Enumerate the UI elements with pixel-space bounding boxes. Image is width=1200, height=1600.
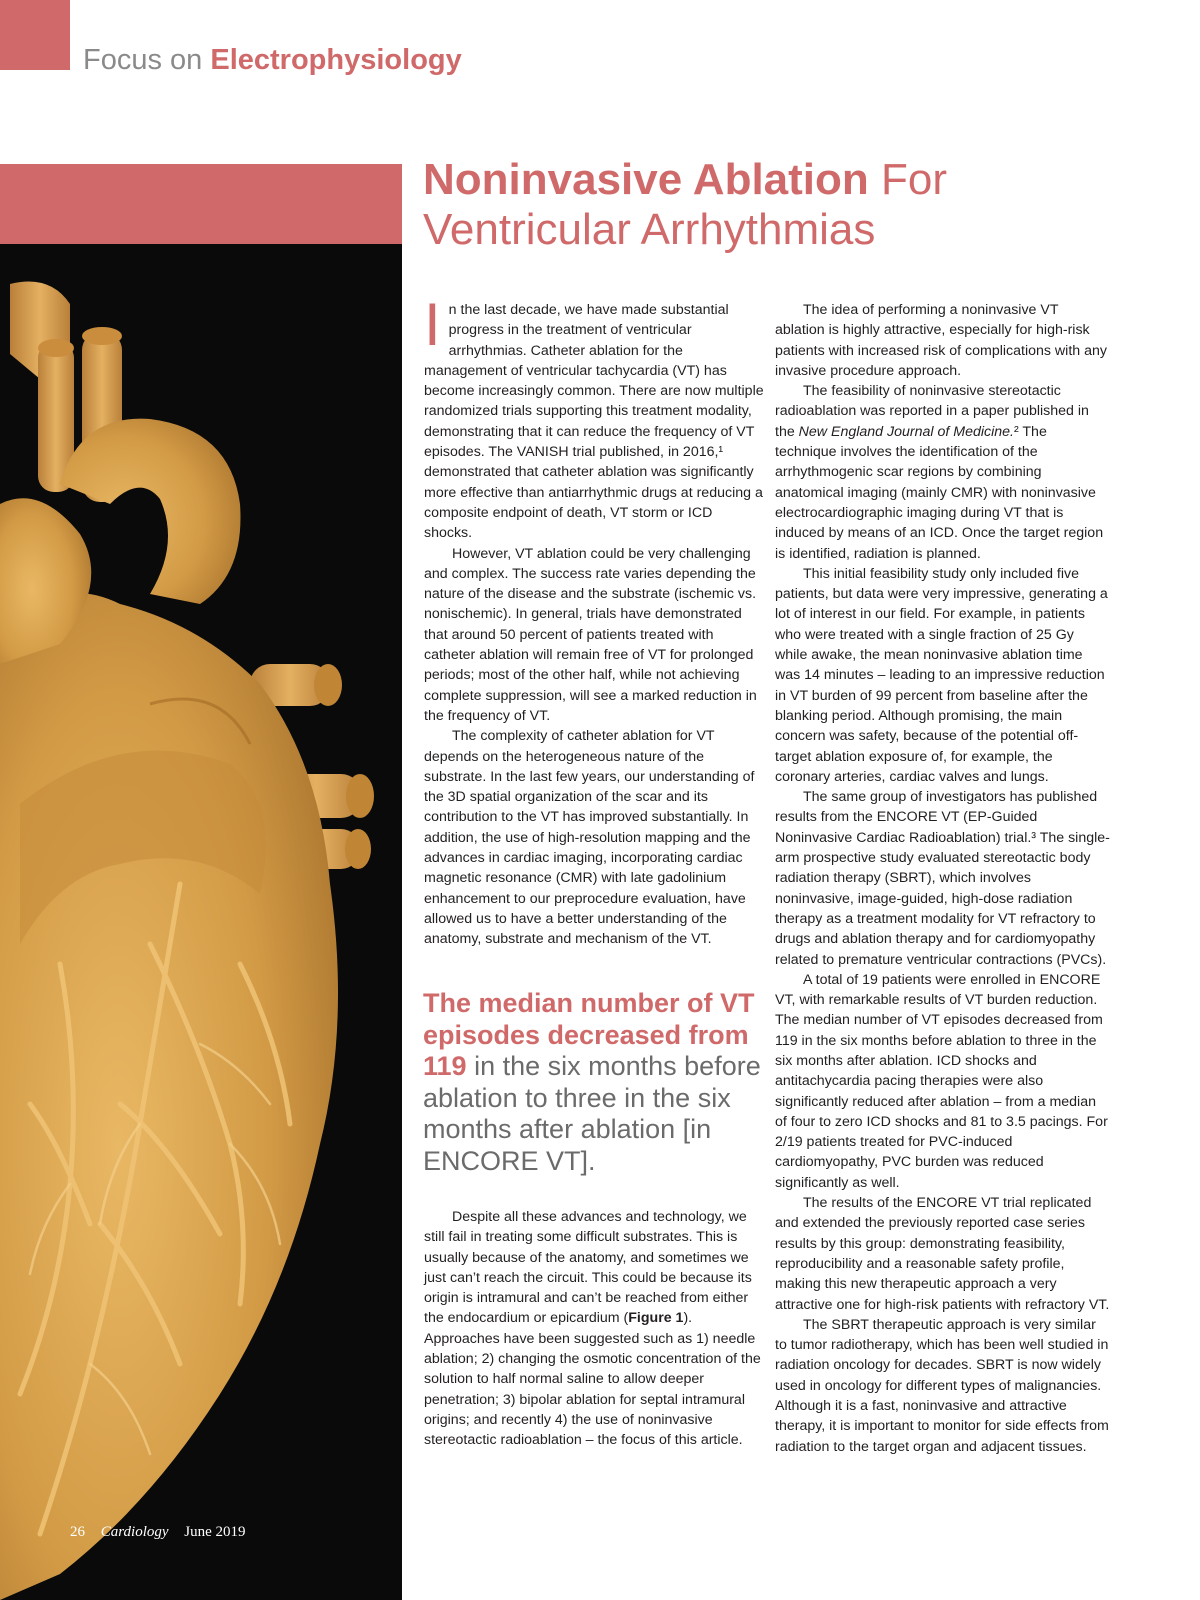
paragraph [424, 291, 764, 544]
paragraph-text: n the last decade, we have made substantial progress in the treatment of ventricular arrhythmias. Catheter ablation for the management of ventricular tachycardia (VT) has become increasingly common. There are now multiple randomized trials supporting this treatment modality, demonstrating that it can reduce the frequency of VT episodes. The VANISH trial published, in 2016,¹ demonstrated that catheter ablation was significantly more effective than antiarrhythmic drugs at reducing a composite endpoint of death, VT storm or ICD shocks. [424, 302, 764, 542]
paragraph [775, 381, 1110, 564]
paragraph-text: ² The technique involves the identification of the arrhythmogenic scar regions by combining anatomical imaging (mainly CMR) with noninvasive electrocardiographic imaging during VT that is induced by means of an ICD. Once the target region is identified, radiation is planned. [775, 423, 1104, 562]
paragraph: A total of 19 patients were enrolled in ENCORE VT, with remarkable results of VT burden reduction. The median number of VT episodes decreased from 119 in the six months before ablation to three in the six months after ablation. ICD shocks and antitachycardia pacing therapies were also significantly reduced after ablation – from a median of four to zero ICD shocks and 81 to 3.5 pacings. For 2/19 patients treated for PVC-induced cardiomyopathy, PVC burden was reduced significantly as well. [775, 971, 1108, 1191]
paragraph: The idea of performing a noninvasive VT ablation is highly attractive, especially for high-risk patients with increased risk of complications with any invasive procedure approach. [775, 302, 1107, 379]
issue-date: June 2019 [184, 1524, 246, 1540]
paragraph: However, VT ablation could be very challenging and complex. The success rate varies depending the nature of the disease and the substrate (ischemic vs. nonischemic). In general, trials have demonstrated that around 50 percent of patients treated with catheter ablation will remain free of VT for prolonged periods; most of the other half, while not achieving complete suppression, will see a marked reduction in the frequency of VT. [424, 545, 757, 724]
drop-cap: I [424, 291, 441, 358]
heart-illustration [0, 244, 402, 1600]
title-accent-bar [0, 164, 402, 244]
pull-quote-text: in the six months before ablation to three in the six months after ablation [in ENCORE VT]. [423, 1051, 761, 1176]
paragraph: The SBRT therapeutic approach is very similar to tumor radiotherapy, which has been well studied in radiation oncology for decades. SBRT is now widely used in oncology for different types of malignancies. Although it is a fast, noninvasive and attractive therapy, it is important to monitor for side effects from radiation to the target organ and adjacent tissues. [775, 1316, 1109, 1455]
article-title [423, 155, 1183, 255]
section-topic: Electrophysiology [210, 44, 462, 76]
paragraph-text: Despite all these advances and technology, we still fail in treating some difficult substrates. This is usually because of the anatomy, and sometimes we just can’t reach the circuit. This could be because its origin is intramural and can’t be reached from either the endocardium or epicardium ( [424, 1209, 752, 1327]
paragraph: The same group of investigators has published results from the ENCORE VT (EP-Guided Noninvasive Cardiac Radioablation) trial.³ The single-arm prospective study evaluated stereotactic body radiation therapy (SBRT), which involves noninvasive, image-guided, high-dose radiation therapy as a treatment modality for VT refractory to drugs and ablation therapy and for cardiomyopathy related to premature ventricular contractions (PVCs). [775, 789, 1110, 968]
title-line-2: Ventricular Arrhythmias [423, 205, 876, 254]
paragraph-text: ). Approaches have been suggested such as 1) needle ablation; 2) changing the osmotic concentration of the solution to half normal saline to allow deeper penetration; 3) bipolar ablation for septal intramural origins; and recently 4) the use of noninvasive stereotactic radioablation – the focus of this article. [424, 1310, 761, 1449]
paragraph [424, 1207, 764, 1451]
title-rest: For [881, 155, 948, 204]
journal-name: New England Journal of Medicine. [798, 423, 1014, 440]
magazine-name: Cardiology [100, 1524, 169, 1540]
pull-quote-highlight: The median number of VT episodes decreased from 119 [423, 988, 755, 1081]
body-column-left-bottom [424, 1207, 764, 1451]
figure-reference: Figure 1 [628, 1310, 684, 1327]
section-header [83, 42, 462, 78]
body-column-left-top [424, 291, 764, 950]
section-prefix: Focus on [83, 44, 203, 76]
paragraph: This initial feasibility study only included five patients, but data were very impressive, generating a lot of interest in our field. For example, in patients who were treated with a single fraction of 25 Gy while awake, the mean noninvasive ablation time was 14 minutes – leading to an impressive reduction in VT burden of 99 percent from baseline after the blanking period. Although promising, the main concern was safety, because of the potential off-target ablation exposure of, for example, the coronary arteries, cardiac valves and lungs. [775, 565, 1108, 785]
paragraph: The results of the ENCORE VT trial replicated and extended the previously reported case series results by this group: demonstrating feasibility, reproducibility and a reasonable safety profile, making this new therapeutic approach a very attractive one for high-risk patients with refractory VT. [775, 1195, 1110, 1313]
page-number: 26 [70, 1524, 85, 1540]
page-footer [70, 1524, 258, 1541]
title-bold: Noninvasive Ablation [423, 155, 869, 204]
pull-quote [423, 988, 763, 1177]
paragraph: The complexity of catheter ablation for VT depends on the heterogeneous nature of the substrate. In the last few years, our understanding of the 3D spatial organization of the scar and its contribution to the VT has improved substantially. In addition, the use of high-resolution mapping and the advances in cardiac imaging, incorporating cardiac magnetic resonance (CMR) with late gadolinium enhancement to our preprocedure evaluation, have allowed us to have a better understanding of the anatomy, substrate and mechanism of the VT. [424, 728, 755, 948]
body-column-right [775, 300, 1110, 1457]
paragraph-text: The feasibility of noninvasive stereotactic radioablation was reported in a paper published in the [775, 383, 1089, 440]
corner-accent-block [0, 0, 70, 70]
